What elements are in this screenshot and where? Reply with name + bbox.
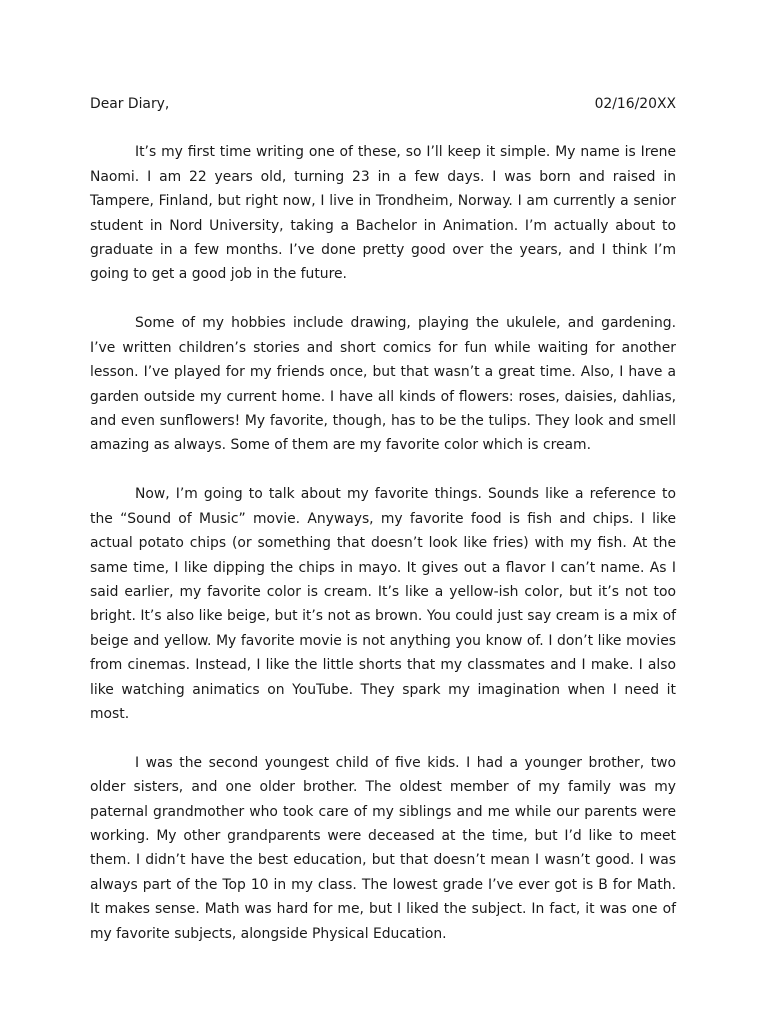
paragraph-favorites: Now, I’m going to talk about my favorite things. Sounds like a reference to the “Sound of Music” movie. Anyways, my favorite food is fish and chips. I like actual potato chips (or something that doesn’t look like fries) with my fish. At the same time, I like dipping the chips in mayo. It gives out a flavor I can’t name. As I said earlier, my favorite color is cream. It’s like a yellow-ish color, but it’s not too bright. It’s also like beige, but it’s not as brown. You could just say cream is a mix of beige and yellow. My favorite movie is not anything you know of. I don’t like movies from cinemas. Instead, I like the little shorts that my classmates and I make. I also like watching animatics on YouTube. They spark my imagination when I need it most. bbox=[90, 486, 676, 722]
salutation: Dear Diary, bbox=[90, 96, 170, 112]
entry-date: 02/16/20XX bbox=[594, 96, 676, 112]
paragraph-introduction: It’s my first time writing one of these, so I’ll keep it simple. My name is Irene Naomi. I am 22 years old, turning 23 in a few days. I was born and raised in Tampere, Finland, but right now, I live in Trondheim, Norway. I am currently a senior student in Nord University, taking a Bachelor in Animation. I’m actually about to graduate in a few months. I’ve done pretty good over the years, and I think I’m going to get a good job in the future. bbox=[90, 144, 676, 283]
diary-header bbox=[90, 92, 676, 116]
paragraph-family: I was the second youngest child of five kids. I had a younger brother, two older sisters, and one older brother. The oldest member of my family was my paternal grandmother who took care of my siblings and me while our parents were working. My other grandparents were deceased at the time, but I’d like to meet them. I didn’t have the best education, but that doesn’t mean I wasn’t good. I was always part of the Top 10 in my class. The lowest grade I’ve ever got is B for Math. It makes sense. Math was hard for me, but I liked the subject. In fact, it was one of my favorite subjects, alongside Physical Education. bbox=[90, 754, 676, 942]
paragraph-hobbies: Some of my hobbies include drawing, playing the ukulele, and gardening. I’ve written children’s stories and short comics for fun while waiting for another lesson. I’ve played for my friends once, but that wasn’t a great time. Also, I have a garden outside my current home. I have all kinds of flowers: roses, daisies, dahlias, and even sunflowers! My favorite, though, has to be the tulips. They look and smell amazing as always. Some of them are my favorite color which is cream. bbox=[90, 315, 676, 454]
diary-page bbox=[90, 92, 676, 971]
